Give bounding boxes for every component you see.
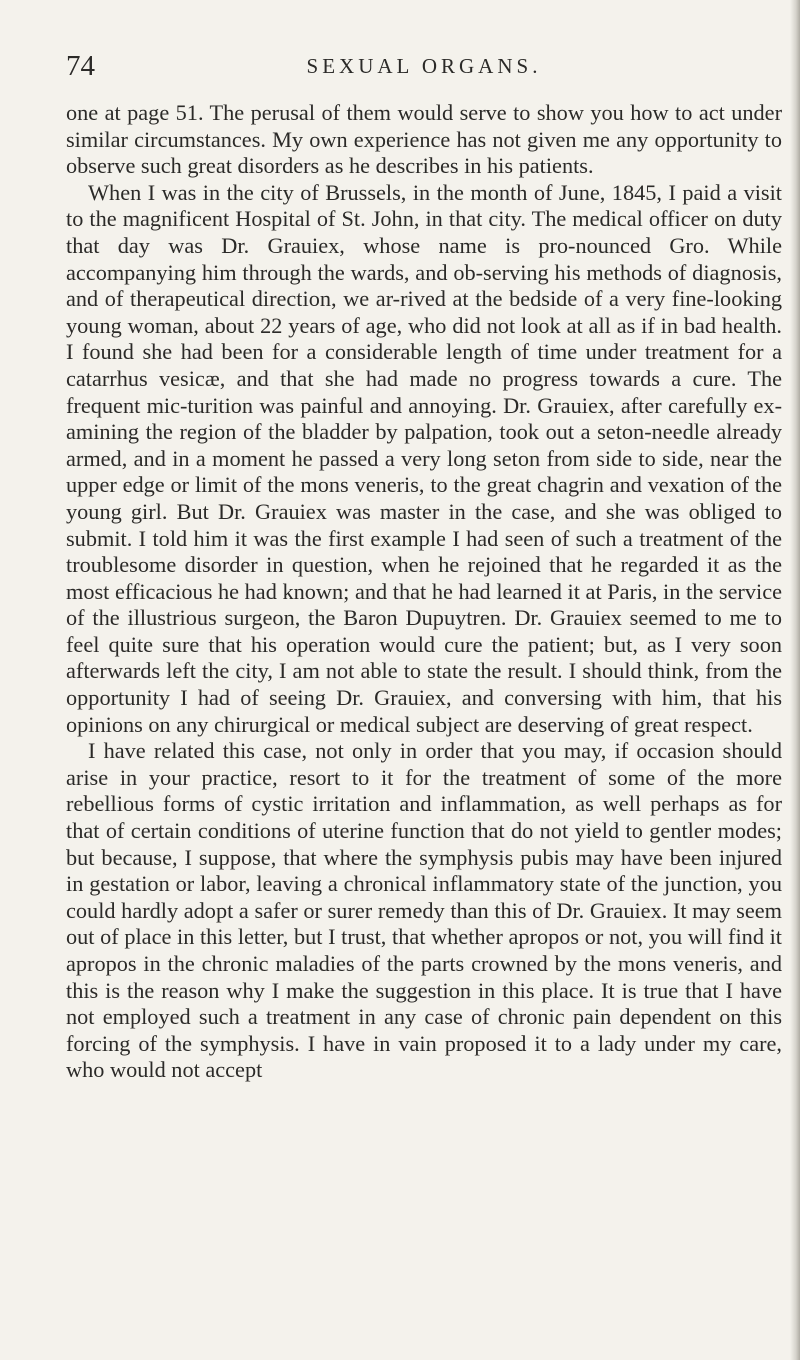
page-header xyxy=(66,46,746,86)
paragraph-2: When I was in the city of Brussels, in the month of June, 1845, I paid a visit to the magnificent Hospital of St. John, in that city. The medical officer on duty that day was Dr. Grauiex, whose name is pro-nounced Gro. While accompanying him through the wards, and ob-serving his methods of diagnosis, and of therapeutical direction, we ar-rived at the bedside of a very fine-looking young woman, about 22 years of age, who did not look at all as if in bad health. I found she had been for a considerable length of time under treatment for a catarrhus vesicæ, and that she had made no progress towards a cure. The frequent mic-turition was painful and annoying. Dr. Grauiex, after carefully ex-amining the region of the bladder by palpation, took out a seton-needle already armed, and in a moment he passed a very long seton from side to side, near the upper edge or limit of the mons veneris, to the great chagrin and vexation of the young girl. But Dr. Grauiex was master in the case, and she was obliged to submit. I told him it was the first example I had seen of such a treatment of the troublesome disorder in question, when he rejoined that he regarded it as the most efficacious he had known; and that he had learned it at Paris, in the service of the illustrious surgeon, the Baron Dupuytren. Dr. Grauiex seemed to me to feel quite sure that his operation would cure the patient; but, as I very soon afterwards left the city, I am not able to state the result. I should think, from the opportunity I had of seeing Dr. Grauiex, and conversing with him, that his opinions on any chirurgical or medical subject are deserving of great respect. xyxy=(66,179,782,737)
page-edge-shadow xyxy=(790,0,800,1360)
paragraph-1: one at page 51. The perusal of them would serve to show you how to act under similar circumstances. My own experience has not given me any opportunity to observe such great disorders as he describes in his patients. xyxy=(66,100,782,179)
body-text xyxy=(66,100,782,1084)
paragraph-3: I have related this case, not only in order that you may, if occasion should arise in your practice, resort to it for the treatment of some of the more rebellious forms of cystic irritation and inflammation, as well perhaps as for that of certain conditions of uterine function that do not yield to gentler modes; but because, I suppose, that where the symphysis pubis may have been injured in gestation or labor, leaving a chronical inflammatory state of the junction, you could hardly adopt a safer or surer remedy than this of Dr. Grauiex. It may seem out of place in this letter, but I trust, that whether apropos or not, you will find it apropos in the chronic maladies of the parts crowned by the mons veneris, and this is the reason why I make the suggestion in this place. It is true that I have not employed such a treatment in any case of chronic pain dependent on this forcing of the symphysis. I have in vain proposed it to a lady under my care, who would not accept xyxy=(66,738,782,1083)
running-title: SEXUAL ORGANS. xyxy=(306,54,542,78)
page-number: 74 xyxy=(66,50,95,82)
